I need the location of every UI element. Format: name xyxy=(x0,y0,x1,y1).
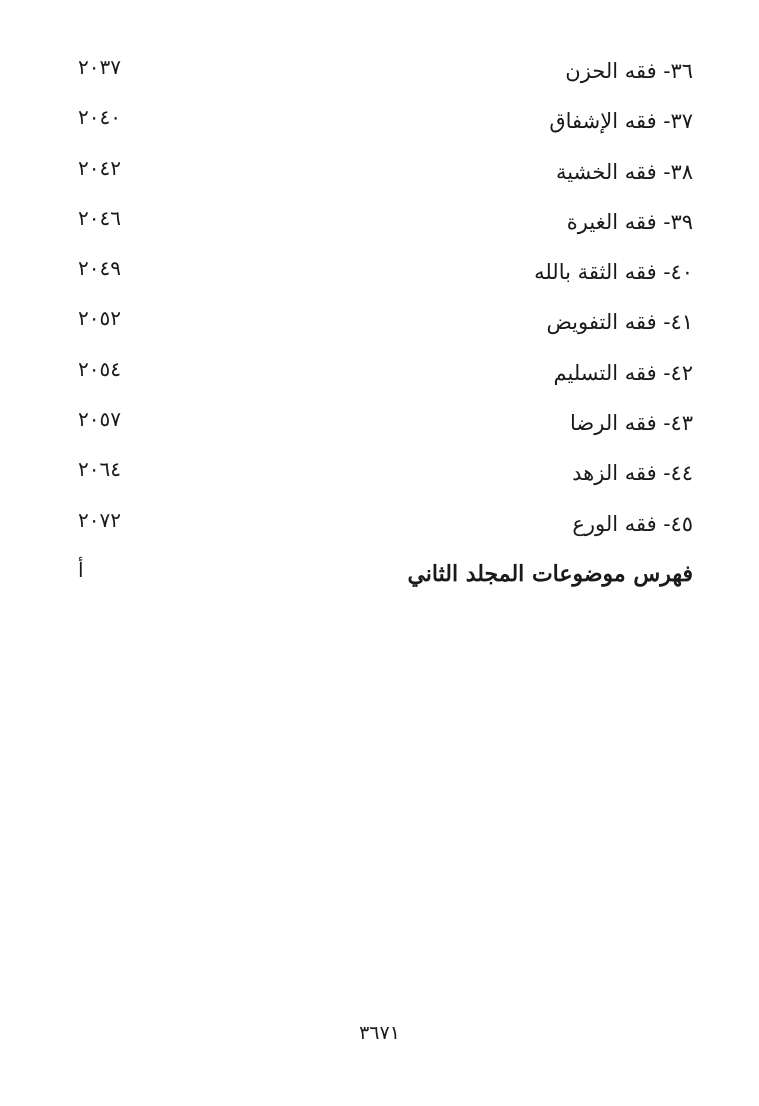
toc-entry-44 xyxy=(78,452,693,502)
toc-entry-43 xyxy=(78,402,693,452)
toc-entry-title: ٣٨- فقه الخشية xyxy=(555,159,693,184)
toc-entry-41 xyxy=(78,301,693,351)
toc-entry-40 xyxy=(78,251,693,301)
toc-entry-39 xyxy=(78,201,693,251)
toc-entry-title: ٤٤- فقه الزهد xyxy=(572,461,693,486)
toc-entry-title: ٤٢- فقه التسليم xyxy=(553,360,693,385)
toc-entry-title: ٤٠- فقه الثقة بالله xyxy=(534,260,693,285)
toc-entry-page: ٢٠٧٢ xyxy=(78,507,121,532)
toc-entry-37 xyxy=(78,100,693,150)
toc-entry-title: ٤٥- فقه الورع xyxy=(572,511,693,536)
toc-entry-title: ٤١- فقه التفويض xyxy=(546,310,693,335)
toc-entry-45 xyxy=(78,503,693,553)
toc-entry-36 xyxy=(78,50,693,100)
toc-entry-page: أ xyxy=(78,557,84,582)
table-of-contents xyxy=(78,50,693,603)
toc-entry-title: ٣٧- فقه الإشفاق xyxy=(549,109,693,134)
toc-entry-42 xyxy=(78,352,693,402)
toc-entry-page: ٢٠٥٤ xyxy=(78,356,121,381)
toc-entry-page: ٢٠٦٤ xyxy=(78,457,121,482)
toc-entry-title: ٣٦- فقه الحزن xyxy=(565,59,693,83)
toc-entry-title: ٤٣- فقه الرضا xyxy=(570,411,693,436)
toc-entry-volume-index xyxy=(78,553,693,603)
toc-entry-page: ٢٠٣٧ xyxy=(78,55,121,79)
toc-entry-title: فهرس موضوعات المجلد الثاني xyxy=(407,560,693,587)
toc-entry-page: ٢٠٥٢ xyxy=(78,306,121,331)
toc-entry-page: ٢٠٥٧ xyxy=(78,407,121,432)
toc-entry-page: ٢٠٤٢ xyxy=(78,155,121,180)
toc-entry-page: ٢٠٤٩ xyxy=(78,256,121,281)
toc-entry-page: ٢٠٤٠ xyxy=(78,105,121,130)
toc-entry-38 xyxy=(78,151,693,201)
page-number: ٣٦٧١ xyxy=(359,1022,400,1044)
toc-entry-page: ٢٠٤٦ xyxy=(78,205,121,230)
toc-entry-title: ٣٩- فقه الغيرة xyxy=(566,209,693,234)
